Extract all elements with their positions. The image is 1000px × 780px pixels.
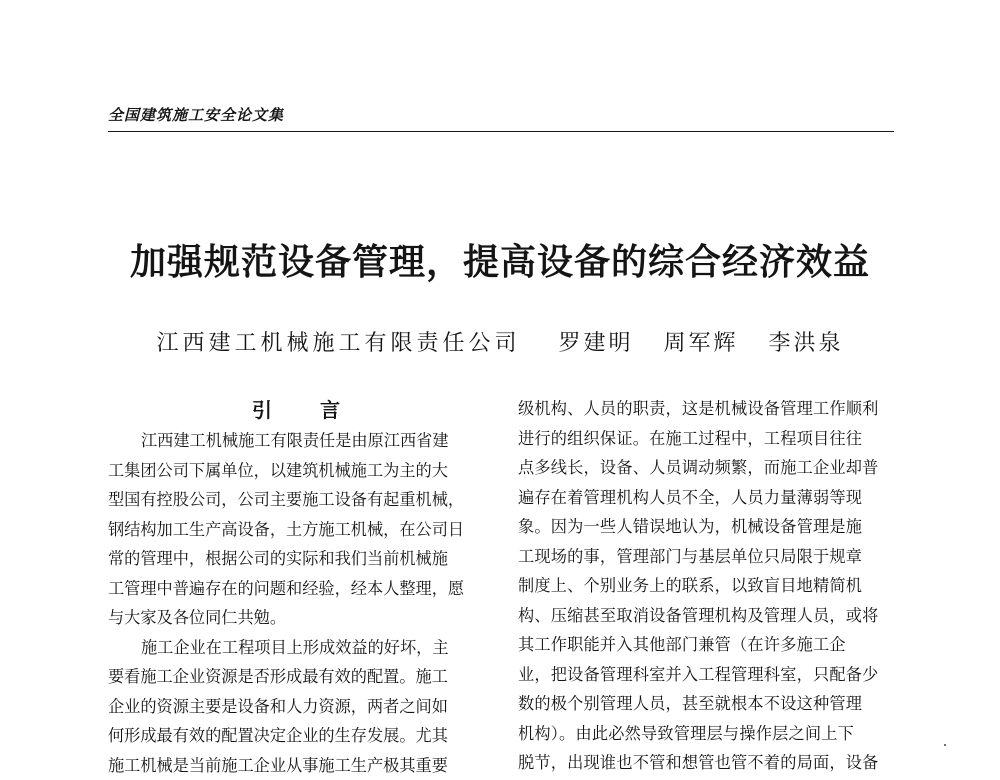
text-line: 其工作职能并入其他部门兼管（在许多施工企 [518, 630, 894, 660]
text-line: 进行的组织保证。在施工过程中，工程项目往往 [518, 424, 894, 454]
text-line: 级机构、人员的职责，这是机械设备管理工作顺利 [518, 394, 894, 424]
text-line: 要看施工企业资源是否形成最有效的配置。施工 [108, 662, 484, 692]
text-line: 施工机械是当前施工企业从事施工生产极其重要 [108, 751, 484, 780]
text-line: 制度上、个别业务上的联系，以致盲目地精简机 [518, 571, 894, 601]
text-line: 象。因为一些人错误地认为，机械设备管理是施 [518, 512, 894, 542]
author-1: 罗建明 [558, 326, 633, 357]
text-line: 企业的资源主要是设备和人力资源，两者之间如 [108, 692, 484, 722]
right-column [518, 394, 894, 778]
header-rule [108, 131, 894, 132]
article-title: 加强规范设备管理，提高设备的综合经济效益 [0, 234, 1000, 285]
text-line: 遍存在着管理机构人员不全，人员力量薄弱等现 [518, 483, 894, 513]
text-line: 型国有控股公司，公司主要施工设备有起重机械， [108, 485, 484, 515]
text-line: 工管理中普遍存在的问题和经验，经本人整理，愿 [108, 574, 484, 604]
scan-speck [944, 744, 946, 746]
text-line: 业，把设备管理科室并入工程管理科室，只配备少 [518, 660, 894, 690]
text-line: 机构）。由此必然导致管理层与操作层之间上下 [518, 719, 894, 749]
text-line: 常的管理中，根据公司的实际和我们当前机械施 [108, 544, 484, 574]
text-line: 江西建工机械施工有限责任是由原江西省建 [108, 426, 484, 456]
text-line: 点多线长，设备、人员调动频繁，而施工企业却普 [518, 453, 894, 483]
text-line: 工集团公司下属单位，以建筑机械施工为主的大 [108, 456, 484, 486]
byline [0, 326, 1000, 357]
section-heading: 引言 [108, 394, 484, 426]
author-3: 李洪泉 [769, 326, 844, 357]
left-column [108, 394, 484, 780]
text-line: 构、压缩甚至取消设备管理机构及管理人员，或将 [518, 601, 894, 631]
text-line: 何形成最有效的配置决定企业的生存发展。尤其 [108, 721, 484, 751]
running-head: 全国建筑施工安全论文集 [108, 104, 284, 125]
text-line: 脱节，出现谁也不管和想管也管不着的局面，设备 [518, 748, 894, 778]
author-2: 周军辉 [664, 326, 739, 357]
text-line: 钢结构加工生产高设备，土方施工机械，在公司日 [108, 515, 484, 545]
text-line: 工现场的事，管理部门与基层单位只局限于规章 [518, 542, 894, 572]
text-line: 数的极个别管理人员，甚至就根本不设这种管理 [518, 689, 894, 719]
affiliation: 江西建工机械施工有限责任公司 [156, 326, 520, 357]
text-line: 与大家及各位同仁共勉。 [108, 603, 484, 633]
text-line: 施工企业在工程项目上形成效益的好坏，主 [108, 633, 484, 663]
